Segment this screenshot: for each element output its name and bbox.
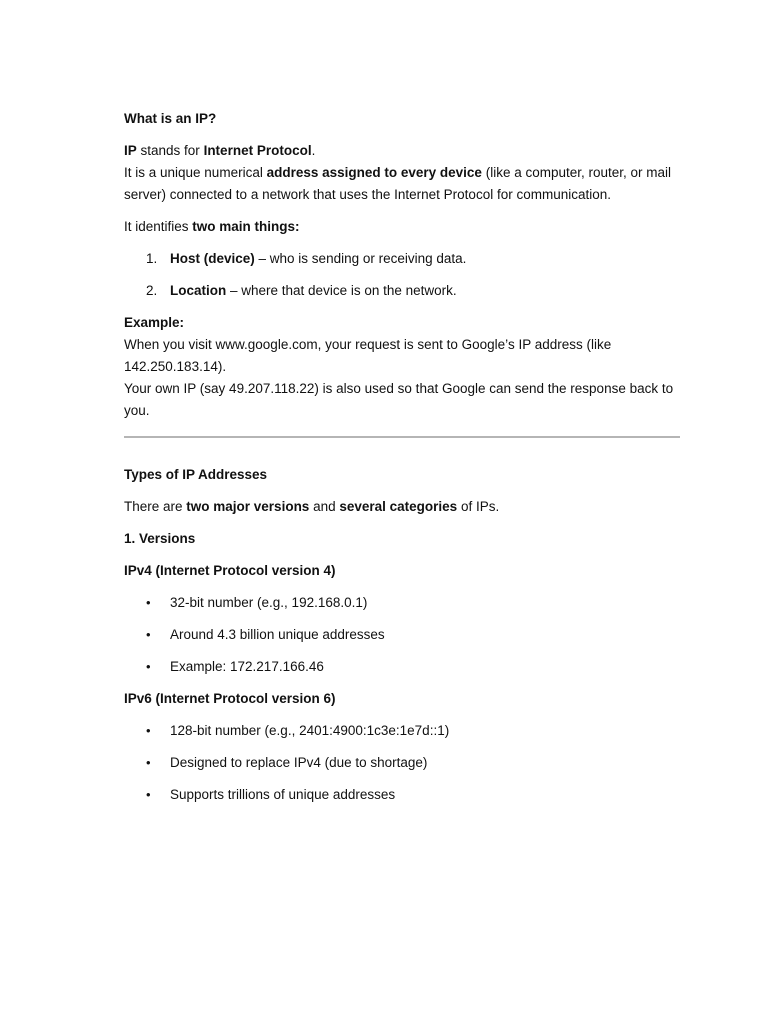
unique-pre: It is a unique numerical (124, 165, 267, 180)
list-number: 1. (146, 251, 158, 266)
list-item-bold: Location (170, 283, 227, 298)
internet-protocol-term: Internet Protocol (203, 143, 312, 158)
identifies-bold: two main things: (192, 219, 300, 234)
ipv6-heading: IPv6 (Internet Protocol version 6) (124, 691, 336, 706)
identifies-pre: It identifies (124, 219, 193, 234)
list-item (124, 656, 680, 678)
bullet-text: 128-bit number (e.g., 2401:4900:1c3e:1e7d::1) (170, 723, 450, 738)
list-item (124, 280, 680, 302)
list-item-bold: Host (device) (170, 251, 255, 266)
ipv4-heading: IPv4 (Internet Protocol version 4) (124, 563, 336, 578)
bullet-icon: • (146, 595, 151, 610)
list-item (124, 624, 680, 646)
bullet-text: 32-bit number (e.g., 192.168.0.1) (170, 595, 368, 610)
list-item (124, 248, 680, 270)
bullet-text: Around 4.3 billion unique addresses (170, 627, 385, 642)
bullet-text: Example: 172.217.166.46 (170, 659, 324, 674)
section-title-types: Types of IP Addresses (124, 467, 268, 482)
intro-bold-1: two major versions (186, 499, 310, 514)
ipv6-bullet-list (124, 720, 680, 806)
list-item (124, 592, 680, 614)
intro-mid: and (309, 499, 340, 514)
bullet-icon: • (146, 723, 151, 738)
bullet-icon: • (146, 787, 151, 802)
list-item-text: – who is sending or receiving data. (254, 251, 467, 266)
unique-bold: address assigned to every device (266, 165, 482, 180)
horizontal-divider (124, 436, 680, 438)
main-things-list (124, 248, 680, 302)
unique-address-paragraph (124, 162, 680, 206)
list-item (124, 720, 680, 742)
bullet-text: Designed to replace IPv4 (due to shortage) (170, 755, 428, 770)
list-item (124, 752, 680, 774)
intro-pre: There are (124, 499, 187, 514)
ip-definition-line (124, 140, 680, 162)
document-page (124, 108, 680, 816)
example-heading: Example: (124, 315, 185, 330)
ip-term: IP (124, 143, 137, 158)
list-item (124, 784, 680, 806)
types-intro (124, 496, 680, 518)
list-item-text: – where that device is on the network. (226, 283, 457, 298)
period: . (311, 143, 316, 158)
intro-bold-2: several categories (339, 499, 458, 514)
stands-for-text: stands for (136, 143, 204, 158)
example-line-1: When you visit www.google.com, your request is sent to Google’s IP address (like 142.250.183.14). (124, 337, 612, 374)
identifies-line (124, 216, 680, 238)
bullet-icon: • (146, 659, 151, 674)
section-title-what-is-ip: What is an IP? (124, 111, 217, 126)
list-number: 2. (146, 283, 158, 298)
unique-post: (like a computer, router, or mail server) connected to a network that uses the Internet Protocol for communication. (124, 165, 672, 202)
bullet-icon: • (146, 755, 151, 770)
bullet-text: Supports trillions of unique addresses (170, 787, 396, 802)
bullet-icon: • (146, 627, 151, 642)
versions-heading: 1. Versions (124, 531, 196, 546)
example-line-2: Your own IP (say 49.207.118.22) is also used so that Google can send the response back to you. (124, 381, 674, 418)
ipv4-bullet-list (124, 592, 680, 678)
intro-post: of IPs. (457, 499, 500, 514)
